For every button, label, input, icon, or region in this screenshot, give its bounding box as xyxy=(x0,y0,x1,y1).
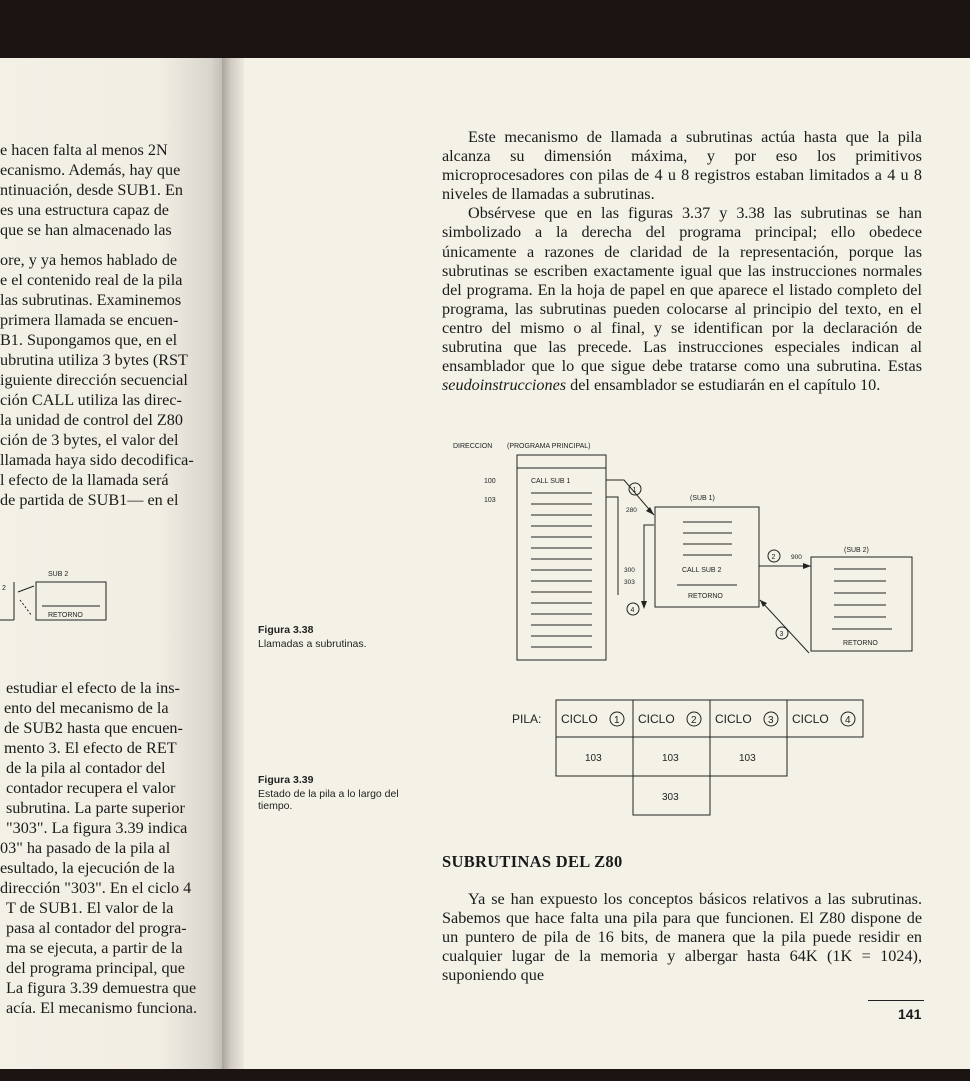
left-line: 03" ha pasado de la pila al xyxy=(0,839,171,857)
circle-4-label: 4 xyxy=(630,607,635,614)
left-line: ore, y ya hemos hablado de xyxy=(0,251,178,269)
paragraph-2: Obsérvese que en las figuras 3.37 y 3.38 las subrutinas se han simbolizado a la derecha del programa principal; ello obedece únicamente a razones de claridad de la representación, porque las subrutinas se escriben exactamente igual que las instrucciones normales del programa. En la hoja de papel en que aparece el listado completo del programa, las subrutinas pueden colocarse al principio del texto, en el centro del mismo o al final, y se identifican por la declaración de subrutina que las precede. Las instrucciones especiales indican al ensamblador que lo que sigue debe tratarse como una subrutina. Estas seudoinstrucciones del ensamblador se estudiarán en el capítulo 10. xyxy=(442,204,922,395)
ciclo-label: CICLO xyxy=(792,712,829,726)
left-line: ubrutina utiliza 3 bytes (RST xyxy=(0,351,188,369)
main-program-box xyxy=(517,455,606,660)
sub2-box xyxy=(811,557,912,651)
left-line: pasa al contador del progra- xyxy=(6,919,187,937)
left-line: llamada haya sido decodifica- xyxy=(0,451,194,469)
paragraph-1: Este mecanismo de llamada a subrutinas actúa hasta que la pila alcanza su dimensión máxima, y por eso los primitivos microprocesadores con pilas de 4 u 8 registros estaban limitados a 4 u 8 niveles de llamadas a subrutinas. xyxy=(442,128,922,204)
left-line: B1. Supongamos que, en el xyxy=(0,331,178,349)
circle-3-label: 3 xyxy=(779,631,784,638)
stack-value: 103 xyxy=(739,753,756,764)
left-line: ento del mecanismo de la xyxy=(4,699,169,717)
left-line: la unidad de control del Z80 xyxy=(0,411,183,429)
left-line: ecanismo. Además, hay que xyxy=(0,161,181,179)
left-line: que se han almacenado las xyxy=(0,221,172,239)
sub1-label: (SUB 1) xyxy=(690,495,715,502)
address-100: 100 xyxy=(484,478,496,485)
left-line: acía. El mecanismo funciona. xyxy=(6,999,198,1017)
left-line: esultado, la ejecución de la xyxy=(0,859,175,877)
left-line: "303". La figura 3.39 indica xyxy=(6,819,188,837)
figure-3-38-diagram xyxy=(440,435,930,665)
page-number: 141 xyxy=(898,1006,922,1022)
stack-value: 103 xyxy=(585,753,602,764)
figure-3-39-caption xyxy=(258,774,399,812)
left-line: iguiente dirección secuencial xyxy=(0,371,188,389)
left-line: La figura 3.39 demuestra que xyxy=(6,979,197,997)
paragraph-3: Ya se han expuesto los conceptos básicos relativos a las subrutinas. Sabemos que hace falta una pila para que funcionen. El Z80 dispone de un puntero de pila de 16 bits, de manera que la pila puede residir en cualquier lugar de la memoria y albergar hasta 64K (1K = 1024), suponiendo que xyxy=(442,890,922,985)
sub2-label: SUB 2 xyxy=(48,571,69,578)
scan-bottom-border xyxy=(0,1069,970,1081)
address-280: 280 xyxy=(626,507,637,514)
cycle-number: 1 xyxy=(614,715,620,726)
retorno-label: RETORNO xyxy=(48,612,83,619)
circle-1-label: 1 xyxy=(632,487,637,494)
return-sub2-arrow xyxy=(760,600,809,653)
left-line: ntinuación, desde SUB1. En xyxy=(0,181,183,199)
call-arrow xyxy=(18,586,34,592)
address-900: 900 xyxy=(791,554,802,561)
section-heading: SUBRUTINAS DEL Z80 xyxy=(442,852,623,871)
sub1-retorno: RETORNO xyxy=(688,593,723,600)
return-arrow xyxy=(20,600,32,616)
pila-label: PILA: xyxy=(512,712,542,726)
left-line: es una estructura capaz de xyxy=(0,201,169,219)
caption-title: Figura 3.39 xyxy=(258,774,314,786)
left-line: l efecto de la llamada será xyxy=(0,471,169,489)
call-sub2-label: CALL SUB 2 xyxy=(682,567,722,574)
left-line: ción CALL utiliza las direc- xyxy=(0,391,182,409)
cycle-number: 2 xyxy=(691,715,697,726)
left-line: de la pila al contador del xyxy=(6,759,166,777)
sub2-label: (SUB 2) xyxy=(844,547,869,554)
caption-text: Llamadas a subrutinas. xyxy=(258,638,367,650)
left-line: subrutina. La parte superior xyxy=(6,799,185,817)
left-line: primera llamada se encuen- xyxy=(0,311,179,329)
stack-value: 103 xyxy=(662,753,679,764)
address-303: 303 xyxy=(624,579,635,586)
left-line: ma se ejecuta, a partir de la xyxy=(6,939,183,957)
arrowhead xyxy=(803,563,811,569)
cycle-number: 4 xyxy=(845,715,851,726)
stack-value: 303 xyxy=(662,792,679,803)
figure-3-38-caption xyxy=(258,624,367,650)
cycle-number: 3 xyxy=(768,715,774,726)
ciclo-label: CICLO xyxy=(715,712,752,726)
left-line: del programa principal, que xyxy=(6,959,185,977)
programa-label: (PROGRAMA PRINCIPAL) xyxy=(507,443,591,450)
arrowhead xyxy=(646,507,654,515)
return-sub1-line xyxy=(644,525,654,607)
page-number-rule xyxy=(868,1000,924,1001)
ciclo-label: CICLO xyxy=(561,712,598,726)
body-text-bottom xyxy=(442,890,922,985)
left-line: e hacen falta al menos 2N xyxy=(0,141,168,159)
left-line: ción de 3 bytes, el valor del xyxy=(0,431,179,449)
caption-text: Estado de la pila a lo largo del xyxy=(258,788,399,800)
sub2-retorno: RETORNO xyxy=(843,640,878,647)
left-line: de SUB2 hasta que encuen- xyxy=(4,719,183,737)
left-line: dirección "303". En el ciclo 4 xyxy=(0,879,192,897)
arrowhead xyxy=(641,601,647,609)
address-103: 103 xyxy=(484,497,496,504)
circle-num: 2 xyxy=(2,585,6,592)
return-line xyxy=(606,497,618,595)
call-sub1-label: CALL SUB 1 xyxy=(531,478,571,485)
ciclo-label: CICLO xyxy=(638,712,675,726)
left-line: estudiar el efecto de la ins- xyxy=(6,679,180,697)
body-text-top xyxy=(442,128,922,395)
sub1-lines xyxy=(683,522,732,555)
sub2-lines xyxy=(832,569,892,629)
caption-text: tiempo. xyxy=(258,800,293,812)
caption-title: Figura 3.38 xyxy=(258,624,314,636)
figure-3-39-stack-diagram xyxy=(500,690,880,820)
book-gutter xyxy=(222,58,244,1070)
left-line: T de SUB1. El valor de la xyxy=(6,899,174,917)
left-line: de partida de SUB1— en el xyxy=(0,491,179,509)
circle-2-label: 2 xyxy=(771,554,776,561)
program-lines xyxy=(531,493,592,647)
left-line: mento 3. El efecto de RET xyxy=(4,739,177,757)
scan-top-border xyxy=(0,0,970,60)
direccion-label: DIRECCION xyxy=(453,443,493,450)
left-figure-fragment xyxy=(0,560,120,630)
left-line: las subrutinas. Examinemos xyxy=(0,291,182,309)
left-line: contador recupera el valor xyxy=(6,779,176,797)
address-300: 300 xyxy=(624,567,635,574)
left-line: e el contenido real de la pila xyxy=(0,271,183,289)
